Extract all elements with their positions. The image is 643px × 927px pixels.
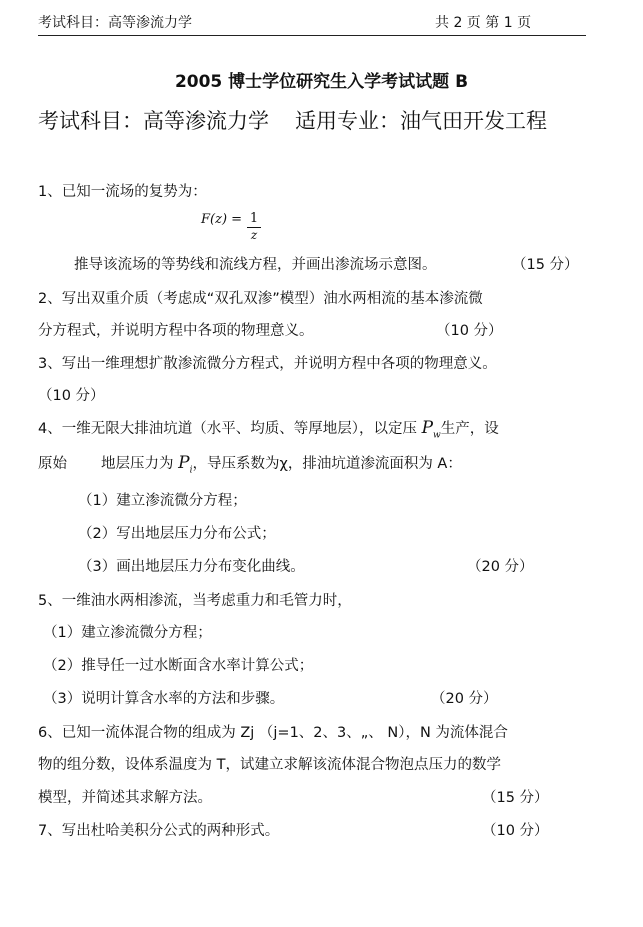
q1-formula-fraction (247, 212, 261, 242)
q7-line1: 7、写出杜哈美积分公式的两种形式。 (38, 823, 280, 839)
exam-subtitle (38, 105, 547, 135)
exam-title: 2005 博士学位研究生入学考试试题 B (174, 72, 469, 92)
subtitle-major: 适用专业：油气田开发工程 (295, 109, 547, 133)
header-subject: 考试科目：高等渗流力学 (38, 15, 192, 31)
q1-formula-denominator: z (250, 228, 258, 242)
q1-text: 推导该流场的等势线和流线方程，并画出渗流场示意图。 (74, 257, 437, 273)
q2-score: （10 分） (436, 323, 503, 339)
q5-sub2: （2）推导任一过水断面含水率计算公式； (43, 658, 314, 674)
pw-symbol: $P_w$ (421, 418, 441, 441)
q4-line2-part-c: ，导压系数为χ，排油坑道渗流面积为 A： (192, 456, 462, 472)
header-divider (38, 35, 586, 36)
q6-score: （15 分） (482, 790, 549, 806)
q4-line1-part-b: 生产，设 (440, 421, 499, 437)
q2-line2: 分方程式，并说明方程中各项的物理意义。 (38, 323, 314, 339)
q1-intro: 1、已知一流场的复势为： (38, 184, 207, 200)
header-page-count: 共 2 页 第 1 页 (435, 15, 532, 31)
q4-score: （20 分） (467, 559, 534, 575)
q3-line1: 3、写出一维理想扩散渗流微分方程式，并说明方程中各项的物理意义。 (38, 356, 497, 372)
q2-line1: 2、写出双重介质（考虑成“双孔双渗”模型）油水两相流的基本渗流微 (38, 291, 483, 307)
q6-line2: 物的组分数，设体系温度为 T，试建立求解该流体混合物泡点压力的数学 (38, 757, 501, 773)
q5-sub1: （1）建立渗流微分方程； (43, 625, 212, 641)
q1-score: （15 分） (512, 257, 579, 273)
q5-sub3: （3）说明计算含水率的方法和步骤。 (43, 691, 285, 707)
q4-line1 (38, 417, 499, 440)
q1-formula-numerator: 1 (249, 211, 259, 226)
q4-sub2: （2）写出地层压力分布公式； (78, 526, 276, 542)
q5-score: （20 分） (431, 691, 498, 707)
q4-line2-part-a: 原始 (38, 456, 67, 472)
q4-line1-part-a: 4、一维无限大排油坑道（水平、均质、等厚地层），以定压 (38, 421, 417, 437)
q3-score: （10 分） (38, 388, 105, 404)
q6-line1: 6、已知一流体混合物的组成为 Zj （j=1、2、3、„、 N），N 为流体混合 (38, 725, 508, 741)
q4-sub3: （3）画出地层压力分布变化曲线。 (78, 559, 305, 575)
q4-line2 (38, 452, 462, 475)
q5-line1: 5、一维油水两相渗流，当考虑重力和毛管力时， (38, 593, 352, 609)
q1-formula-lhs: F(z) = (201, 212, 243, 227)
q4-sub1: （1）建立渗流微分方程； (78, 493, 247, 509)
q6-line3: 模型，并简述其求解方法。 (38, 790, 212, 806)
q7-score: （10 分） (482, 823, 549, 839)
subtitle-subject: 考试科目：高等渗流力学 (38, 109, 269, 133)
pi-symbol: $P_i$ (178, 453, 193, 476)
q4-line2-part-b: 地层压力为 (101, 456, 174, 472)
